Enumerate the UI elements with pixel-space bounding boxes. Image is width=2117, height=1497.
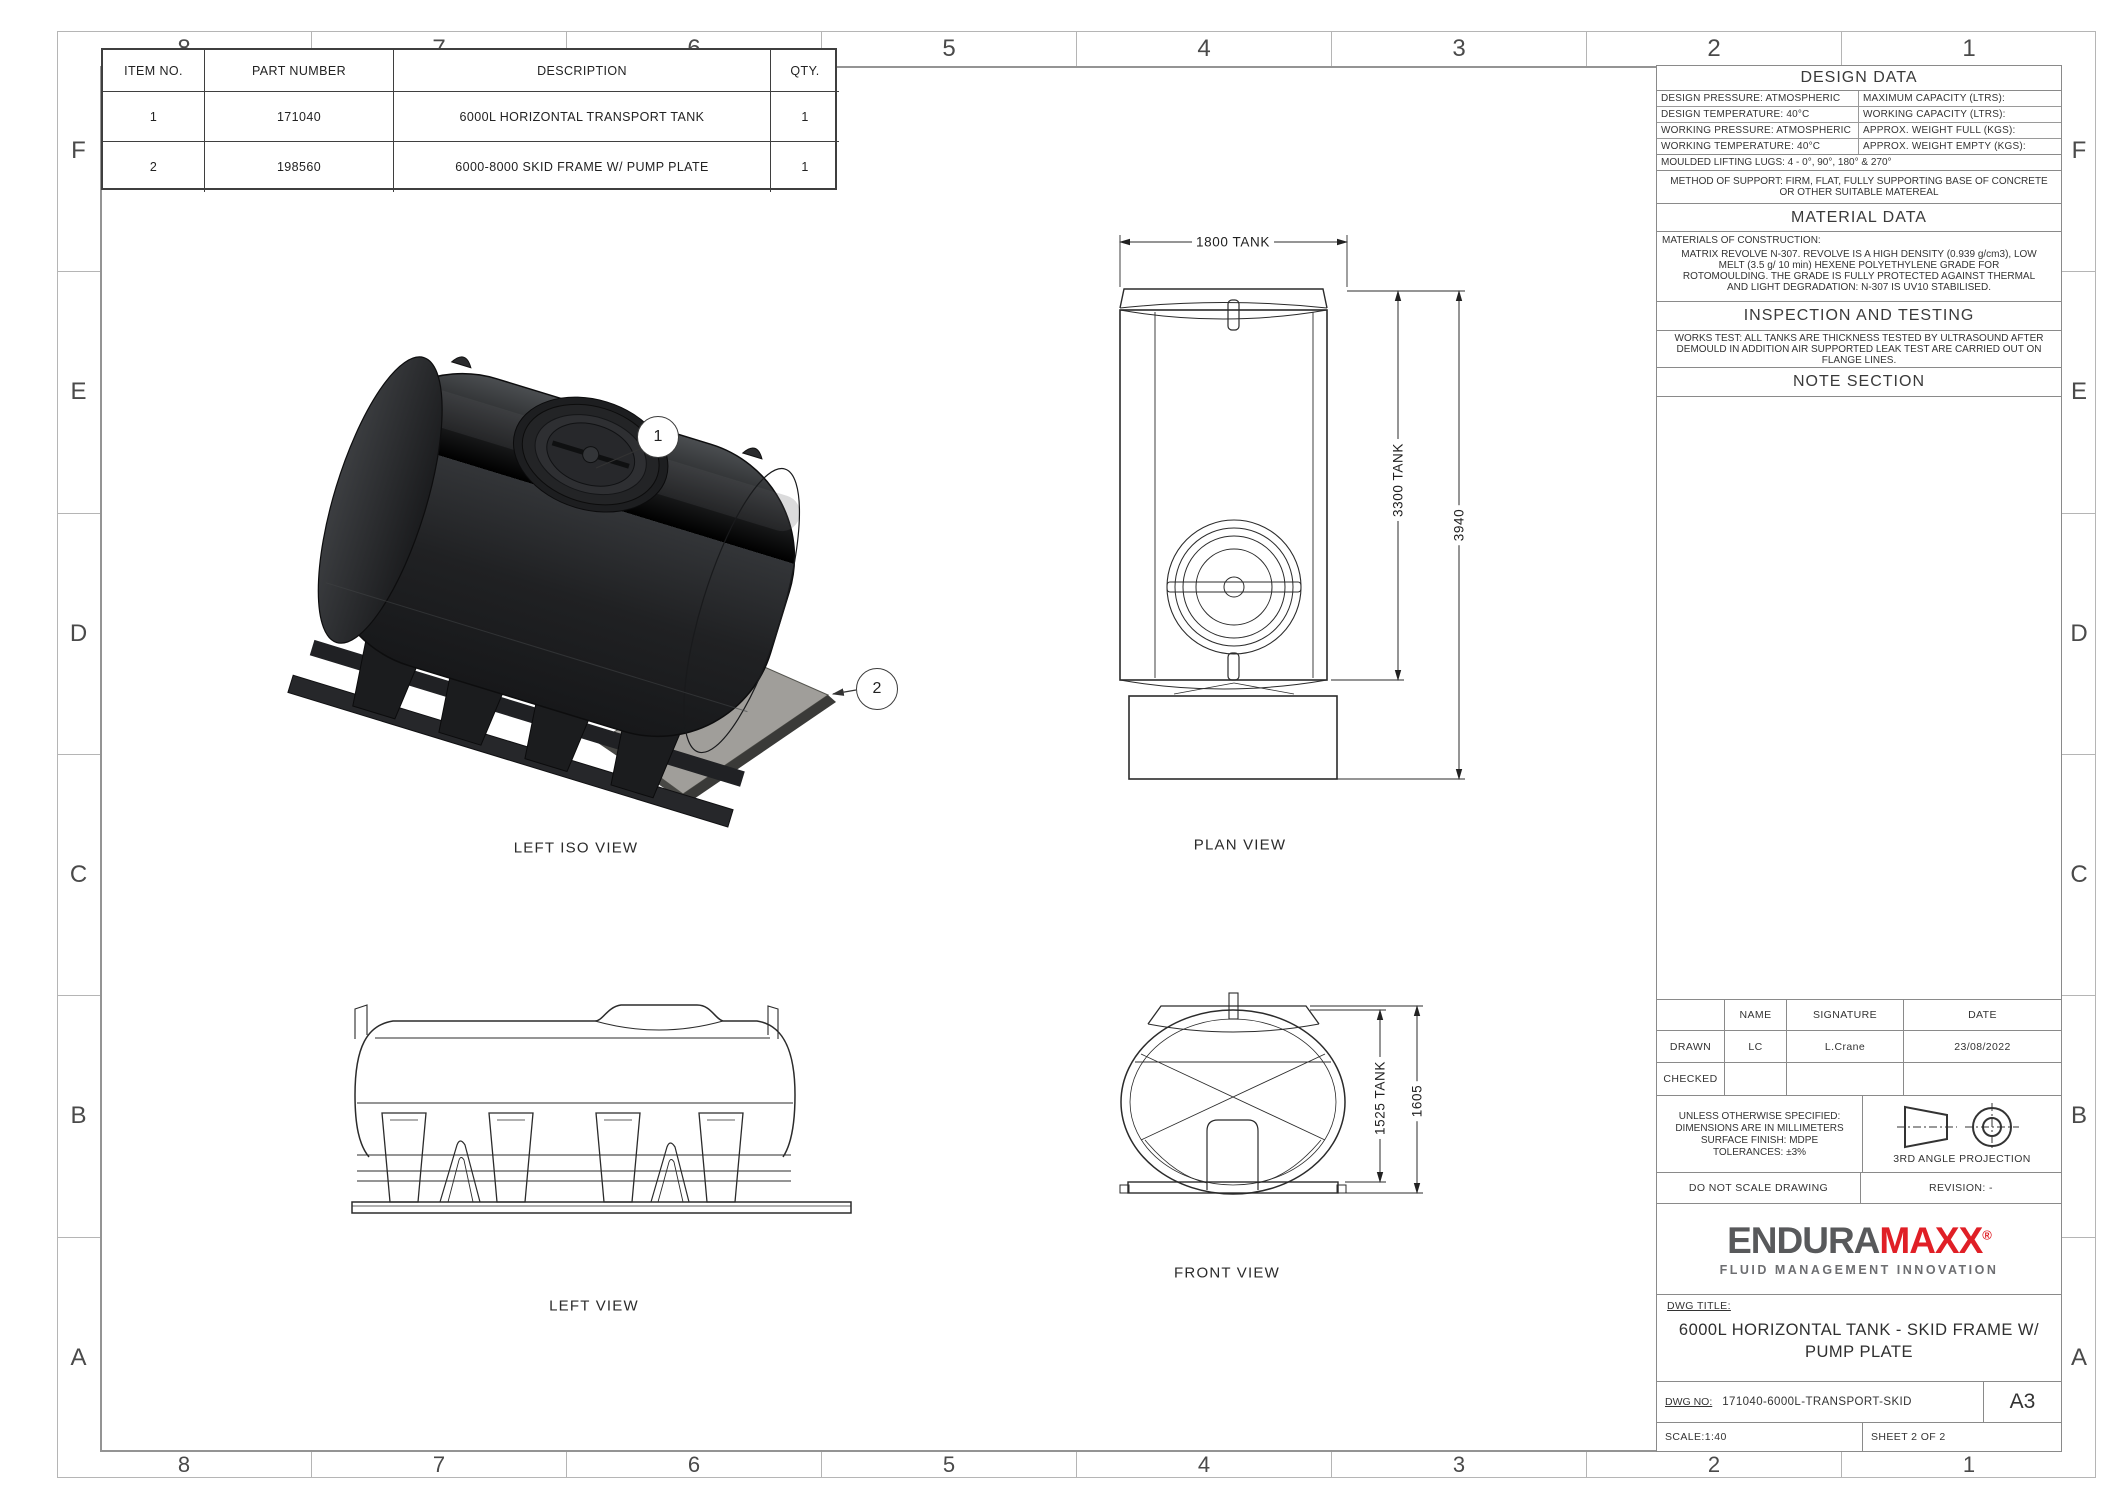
plan-width-dim: 1800 TANK (1192, 235, 1274, 250)
plan-view-label: PLAN VIEW (1193, 836, 1287, 854)
company-logo (1656, 1203, 2062, 1295)
zone-col: 5 (822, 31, 1077, 66)
front-view-drawing (1105, 990, 1435, 1290)
signature-table (1656, 999, 2062, 1096)
balloon-callout-1: 1 (637, 416, 679, 458)
zone-row: D (57, 514, 100, 755)
do-not-scale-note: DO NOT SCALE DRAWING (1657, 1173, 1861, 1203)
registered-mark-icon: ® (1982, 1227, 1991, 1243)
front-view-label: FRONT VIEW (1174, 1264, 1280, 1282)
materials-label: MATERIALS OF CONSTRUCTION: (1662, 235, 1821, 246)
name-header: NAME (1725, 1000, 1787, 1031)
iso-view (280, 350, 930, 870)
support-note: METHOD OF SUPPORT: FIRM, FLAT, FULLY SUPPORTING BASE OF CONCRETE OR OTHER SUITABLE MATEREAL (1656, 170, 2062, 204)
lifting-lug (452, 354, 473, 367)
dwg-title-block (1656, 1294, 2062, 1382)
dwg-title-value: 6000L HORIZONTAL TANK - SKID FRAME W/ PUMP PLATE (1678, 1321, 2040, 1362)
balloon-2-leader (833, 690, 856, 694)
design-data-table (1656, 90, 2062, 155)
design-data-cell: APPROX. WEIGHT FULL (KGS): (1859, 123, 2061, 139)
uos-line: DIMENSIONS ARE IN MILLIMETERS (1675, 1122, 1844, 1134)
drawn-signature: L.Crane (1787, 1031, 1904, 1063)
material-data-body (1656, 231, 2062, 302)
zone-col: 5 (822, 1452, 1077, 1478)
front-view (1105, 990, 1435, 1290)
drawn-date: 23/08/2022 (1904, 1031, 2061, 1063)
revision-value: REVISION: - (1929, 1182, 1993, 1194)
design-data-cell: DESIGN PRESSURE: ATMOSPHERIC (1657, 91, 1859, 107)
bom-cell: 1 (103, 92, 205, 142)
scale-revision-row (1656, 1172, 2062, 1204)
zone-row: F (2062, 31, 2096, 272)
balloon-callout-2: 2 (856, 668, 898, 710)
signature-header: SIGNATURE (1787, 1000, 1904, 1031)
materials-text: MATRIX REVOLVE N-307. REVOLVE IS A HIGH DENSITY (0.939 g/cm3), LOW MELT (3.5 g/ 10 min) HEXENE POLYETHYLENE GRADE FOR ROTOMOULDING. THE GRADE IS FULLY PROTECTED AGAINST THERMAL AND LIGHT DEGRADATION: N-307 IS UV10 STABILISED. (1681, 249, 2037, 293)
zone-row: F (57, 31, 100, 272)
projection-label: 3RD ANGLE PROJECTION (1893, 1153, 2031, 1165)
empty-cell (1904, 1063, 2061, 1095)
design-data-cell: WORKING TEMPERATURE: 40°C (1657, 139, 1859, 154)
bom-cell: 2 (103, 142, 205, 192)
empty-cell (1787, 1063, 1904, 1095)
title-block-panel (1656, 66, 2062, 1452)
bom-header-qty: QTY. (771, 50, 839, 92)
zone-col: 3 (1332, 1452, 1587, 1478)
zone-strip-left (57, 31, 100, 1478)
scale-sheet-row (1656, 1422, 2062, 1452)
bom-header-desc: DESCRIPTION (394, 50, 771, 92)
zone-row: E (2062, 272, 2096, 513)
bom-cell: 171040 (205, 92, 394, 142)
drawn-label: DRAWN (1657, 1031, 1725, 1063)
lifting-lug (743, 445, 764, 458)
tolerance-block (1656, 1095, 2062, 1173)
scale-value: SCALE:1:40 (1657, 1423, 1863, 1451)
plan-total-length-dim: 3940 (1452, 505, 1467, 545)
bom-header-part: PART NUMBER (205, 50, 394, 92)
iso-view-label: LEFT ISO VIEW (513, 839, 639, 857)
dwg-no-left (1657, 1382, 1984, 1422)
zone-col: 8 (57, 1452, 312, 1478)
bom-cell: 1 (801, 160, 809, 174)
zone-strip-right (2062, 31, 2096, 1478)
sheet-value: SHEET 2 OF 2 (1871, 1431, 1946, 1443)
bom-table (101, 48, 837, 190)
design-data-cell: MAXIMUM CAPACITY (LTRS): (1859, 91, 2061, 107)
lifting-lugs-note: MOULDED LIFTING LUGS: 4 - 0°, 90°, 180° & 270° (1656, 154, 2062, 171)
zone-row: D (2062, 514, 2096, 755)
bom-cell: 198560 (205, 142, 394, 192)
inspection-title: INSPECTION AND TESTING (1656, 301, 2062, 331)
front-tank-height-dim: 1525 TANK (1373, 1057, 1388, 1139)
logo-endura: ENDURA (1727, 1219, 1880, 1261)
third-angle-projection-icon (1897, 1103, 2027, 1151)
logo-maxx: MAXX (1879, 1219, 1983, 1261)
design-data-cell: WORKING PRESSURE: ATMOSPHERIC (1657, 123, 1859, 139)
bom-cell: 6000L HORIZONTAL TRANSPORT TANK (394, 92, 771, 142)
front-total-height-dim: 1605 (1410, 1081, 1425, 1121)
design-data-cell: APPROX. WEIGHT EMPTY (KGS): (1863, 141, 2026, 152)
left-view-drawing (345, 995, 865, 1225)
zone-col: 2 (1587, 1452, 1842, 1478)
zone-row: C (2062, 755, 2096, 996)
uos-line: TOLERANCES: ±3% (1712, 1146, 1807, 1158)
dwg-title-label: DWG TITLE: (1667, 1300, 1731, 1312)
paper-size: A3 (2009, 1390, 2036, 1413)
plan-tank-length-dim: 3300 TANK (1391, 439, 1406, 521)
zone-row: B (2062, 996, 2096, 1237)
zone-row: C (57, 755, 100, 996)
uos-line: SURFACE FINISH: MDPE (1700, 1134, 1819, 1146)
note-section-title: NOTE SECTION (1656, 367, 2062, 397)
zone-strip-bottom (57, 1452, 2096, 1478)
iso-view-drawing (280, 350, 930, 870)
zone-col: 1 (1962, 34, 1976, 62)
design-data-title: DESIGN DATA (1656, 65, 2062, 91)
zone-col: 4 (1077, 31, 1332, 66)
zone-col: 3 (1332, 31, 1587, 66)
bom-cell: 6000-8000 SKID FRAME W/ PUMP PLATE (394, 142, 771, 192)
projection-block (1863, 1096, 2061, 1172)
dwg-no-value: 171040-6000L-TRANSPORT-SKID (1722, 1396, 1912, 1408)
empty-cell (1725, 1063, 1787, 1095)
zone-row: A (70, 1343, 87, 1371)
bom-header-item: ITEM NO. (103, 50, 205, 92)
design-data-cell: DESIGN TEMPERATURE: 40°C (1657, 107, 1859, 123)
material-data-title: MATERIAL DATA (1656, 203, 2062, 232)
bom-cell: 1 (771, 92, 839, 142)
left-view-label: LEFT VIEW (549, 1297, 639, 1315)
checked-label: CHECKED (1657, 1063, 1725, 1095)
zone-col: 2 (1587, 31, 1842, 66)
empty-cell (1657, 1000, 1725, 1031)
zone-row: A (2070, 1343, 2087, 1371)
design-data-cell: WORKING CAPACITY (LTRS): (1859, 107, 2061, 123)
uos-line: UNLESS OTHERWISE SPECIFIED: (1678, 1110, 1841, 1122)
date-header: DATE (1904, 1000, 2061, 1031)
zone-col: 1 (1962, 1452, 1976, 1477)
zone-col: 4 (1077, 1452, 1332, 1478)
inspection-body: WORKS TEST: ALL TANKS ARE THICKNESS TESTED BY ULTRASOUND AFTER DEMOULD IN ADDITION AIR SUPPORTED LEAK TEST ARE CARRIED OUT ON FLANGE LINES. (1656, 330, 2062, 368)
zone-row: B (57, 996, 100, 1237)
zone-col: 7 (312, 1452, 567, 1478)
zone-row: E (57, 272, 100, 513)
dwg-no-label: DWG NO: (1665, 1396, 1713, 1408)
drawn-name: LC (1725, 1031, 1787, 1063)
zone-col: 6 (567, 1452, 822, 1478)
tolerance-notes (1657, 1096, 1863, 1172)
logo-tagline: FLUID MANAGEMENT INNOVATION (1719, 1262, 1999, 1277)
left-view (345, 995, 865, 1225)
logo-wordmark (1727, 1219, 1991, 1261)
dwg-no-block (1656, 1381, 2062, 1423)
note-section-empty (1656, 396, 2062, 1000)
